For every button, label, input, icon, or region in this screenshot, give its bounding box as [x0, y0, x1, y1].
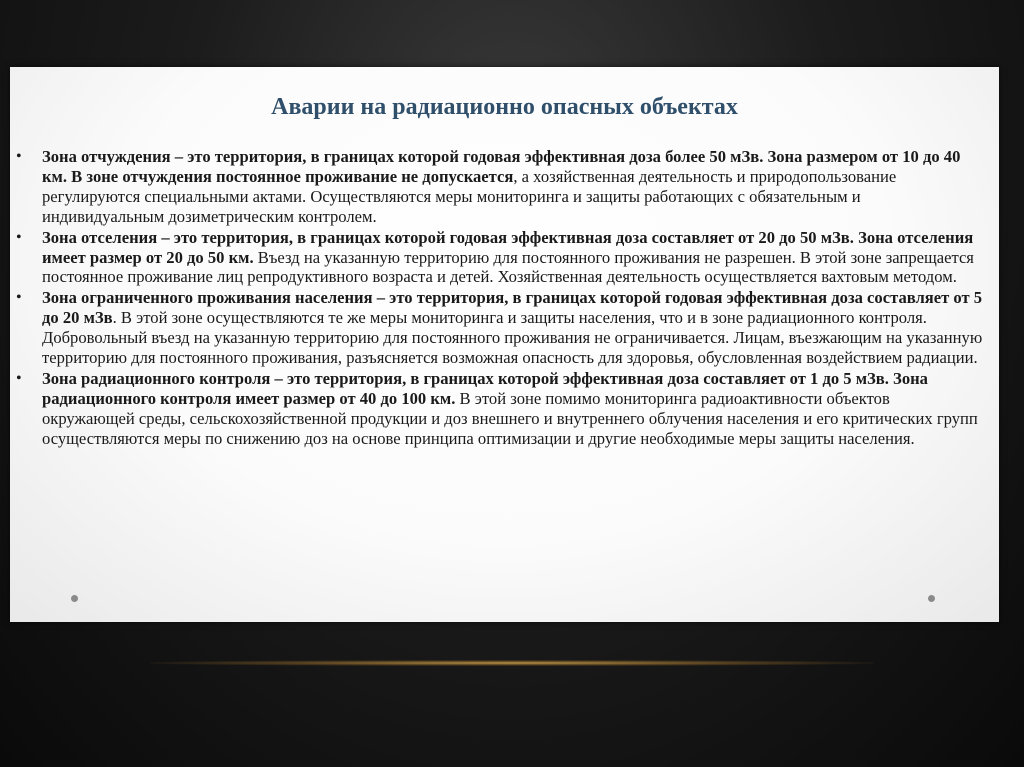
decorative-dot-left — [71, 595, 78, 602]
bullet-lead-text: Зона отселения – это территория, в границах которой годовая эффективная доза составляет от 20 до 50 мЗв. Зона отселения имеет размер от 20 до 50 км. — [42, 227, 974, 267]
bullet-body-text: , а хозяйственная деятельность и природопользование регулируются специальными актами. Осуществляются меры мониторинга и защиты работающих с обязательным и индивидуальным дозиметрическим контролем. — [42, 166, 897, 226]
decorative-glow-line — [150, 660, 874, 666]
bullet-body-text: Въезд на указанную территорию для постоянного проживания не разрешен. В этой зоне запрещается постоянное проживание лиц репродуктивного возраста и детей. Хозяйственная деятельность осуществляется вахтовым методом. — [42, 247, 974, 287]
bullet-body-text: . В этой зоне осуществляются те же меры мониторинга и защиты населения, что и в зоне радиационного контроля. Добровольный въезд на указанную территорию для постоянного проживания не ограничивается. Лицам, въезжающим на указанную территорию для постоянного проживания, разъясняется возможная опасность для здоровья, обусловленная воздействием радиации. — [42, 308, 983, 368]
bullet-icon: • — [16, 369, 22, 387]
bullet-icon: • — [16, 228, 22, 246]
slide-title: Аварии на радиационно опасных объектах — [271, 94, 738, 120]
bullet-lead-text: Зона отчуждения – это территория, в границах которой годовая эффективная доза более 50 мЗв. Зона размером от 10 до 40 км. В зоне отчуждения постоянное проживание не допускается — [42, 147, 961, 186]
slide — [10, 67, 999, 622]
bullet-lead-text: Зона радиационного контроля – это территория, в границах которой эффективная доза составляет от 1 до 5 мЗв. Зона радиационного контроля имеет размер от 40 до 100 км. — [42, 368, 928, 408]
bullet-limited-residence-zone — [16, 288, 986, 368]
bullet-resettlement-zone — [16, 228, 986, 288]
bullet-radiation-control-zone — [16, 369, 986, 449]
bullet-icon: • — [16, 148, 22, 165]
bullet-exclusion-zone — [16, 147, 986, 227]
bullet-lead-text: Зона ограниченного проживания населения – это территория, в границах которой годовая эффективная доза составляет от 5 до 20 мЗв — [42, 288, 983, 328]
decorative-dot-right — [928, 595, 935, 602]
bullet-body-text: В этой зоне помимо мониторинга радиоактивности объектов окружающей среды, сельскохозяйственной продукции и доз внешнего и внутреннего облучения населения и его критических групп осуществляются меры по снижению доз на основе принципа оптимизации и другие необходимые меры защиты населения. — [42, 388, 978, 448]
bullet-icon: • — [16, 289, 22, 307]
bullet-list — [16, 147, 986, 450]
